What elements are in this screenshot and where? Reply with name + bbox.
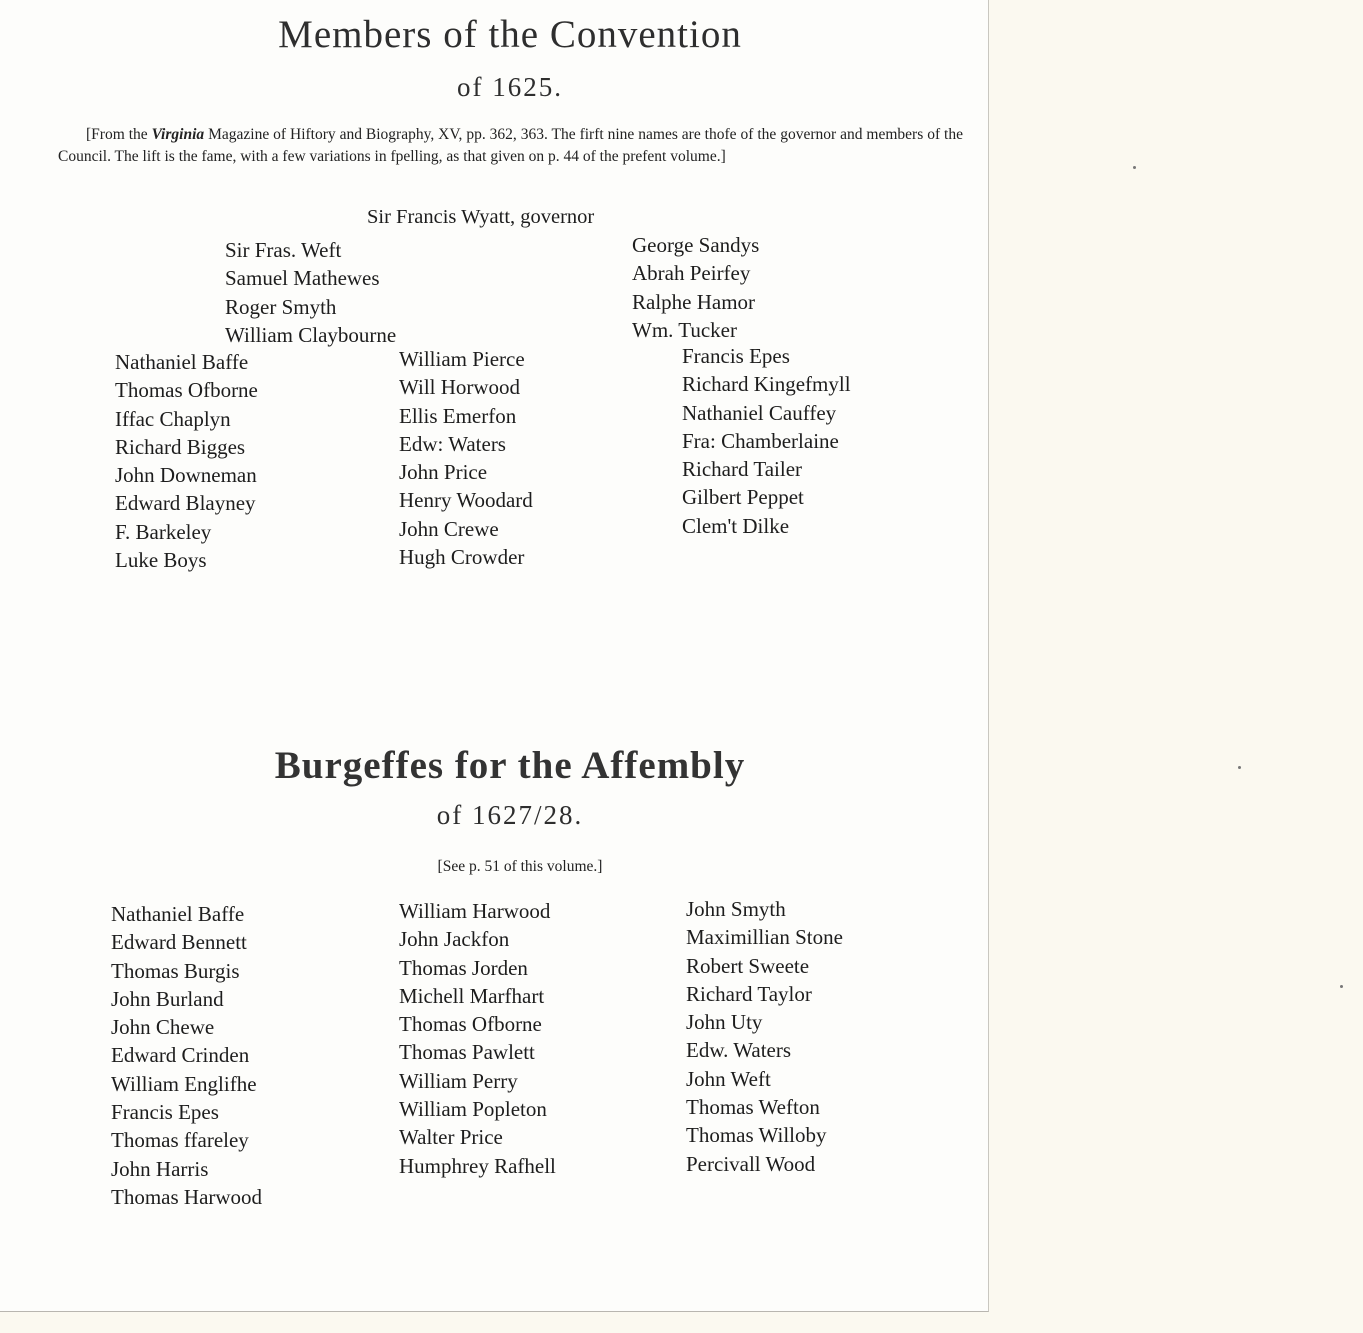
- list-item: William Perry: [399, 1068, 518, 1093]
- convention-members-col1: [115, 348, 258, 574]
- council-left-list: [225, 236, 396, 349]
- list-item: John Burland: [111, 986, 224, 1011]
- list-item: Edward Blayney: [115, 491, 256, 516]
- list-item: Thomas Willoby: [686, 1123, 827, 1148]
- list-item: Richard Tailer: [682, 457, 803, 482]
- list-item: Thomas Harwood: [111, 1184, 263, 1209]
- list-item: Francis Epes: [682, 344, 790, 368]
- convention-members-col3: [682, 342, 851, 540]
- convention-members-col2: [399, 345, 533, 571]
- list-item: William Harwood: [399, 899, 551, 923]
- list-item: Henry Woodard: [399, 488, 533, 513]
- list-item: Maximillian Stone: [686, 925, 843, 950]
- list-item: William Pierce: [399, 347, 525, 371]
- assembly-col2: [399, 897, 556, 1180]
- list-item: George Sandys: [632, 233, 760, 257]
- council-right-list: [632, 231, 759, 344]
- list-item: John Crewe: [399, 516, 499, 541]
- list-item: Thomas Ofborne: [115, 378, 258, 403]
- list-item: Edw. Waters: [686, 1038, 792, 1063]
- list-item: Michell Marfhart: [399, 983, 545, 1008]
- list-item: Percivall Wood: [686, 1151, 816, 1176]
- list-item: John Uty: [686, 1010, 763, 1035]
- list-item: F. Barkeley: [115, 519, 212, 544]
- list-item: Richard Taylor: [686, 981, 812, 1006]
- convention-source-note: [58, 124, 963, 168]
- list-item: John Chewe: [111, 1015, 215, 1040]
- list-item: Humphrey Rafhell: [399, 1153, 556, 1178]
- list-item: Thomas Pawlett: [399, 1040, 535, 1065]
- convention-year: of 1625.: [457, 72, 563, 102]
- list-item: Thomas ffareley: [111, 1128, 249, 1153]
- list-item: William Claybourne: [225, 322, 397, 347]
- list-item: Roger Smyth: [225, 294, 337, 319]
- list-item: William Englifhe: [111, 1071, 257, 1096]
- list-item: Will Horwood: [399, 375, 521, 400]
- list-item: William Popleton: [399, 1097, 547, 1122]
- list-item: Thomas Burgis: [111, 958, 240, 983]
- note-text-before: [From the: [86, 126, 152, 143]
- note-italic-virginia: Virginia: [151, 126, 205, 143]
- list-item: John Jackfon: [399, 927, 510, 952]
- list-item: Fra: Chamberlaine: [682, 428, 839, 453]
- governor-name: Sir Francis Wyatt, governor: [367, 206, 595, 228]
- list-item: Edward Bennett: [111, 930, 247, 955]
- assembly-note: [See p. 51 of this volume.]: [437, 858, 603, 875]
- list-item: Hugh Crowder: [399, 545, 525, 570]
- list-item: Samuel Mathewes: [225, 266, 380, 291]
- list-item: Edw: Waters: [399, 431, 506, 456]
- list-item: Edward Crinden: [111, 1043, 250, 1068]
- assembly-year: of 1627/28.: [436, 800, 584, 830]
- list-item: Luke Boys: [115, 548, 207, 573]
- list-item: Nathaniel Baffe: [111, 902, 245, 926]
- convention-title: Members of the Convention: [278, 13, 742, 56]
- list-item: Abrah Peirfey: [632, 261, 751, 286]
- list-item: Richard Kingefmyll: [682, 372, 851, 397]
- list-item: Walter Price: [399, 1125, 503, 1150]
- list-item: Sir Fras. Weft: [225, 238, 342, 262]
- scan-speck: [1133, 166, 1136, 169]
- note-text-after: Magazine of Hiftory and Biography, XV, pp. 362, 363. The firft nine names are thofe of the governor and members of the Council. The lift is the fame, with a few variations in fpelling, as that given on p. 44 of the prefent volume.]: [58, 126, 963, 165]
- scan-speck: [1340, 985, 1343, 988]
- list-item: Thomas Wefton: [686, 1095, 820, 1120]
- assembly-title: Burgeffes for the Affembly: [274, 744, 746, 787]
- list-item: Clem't Dilke: [682, 513, 790, 538]
- list-item: Thomas Jorden: [399, 955, 528, 980]
- list-item: Nathaniel Cauffey: [682, 400, 837, 425]
- list-item: Wm. Tucker: [632, 317, 737, 342]
- list-item: Iffac Chaplyn: [115, 406, 231, 431]
- list-item: Nathaniel Baffe: [115, 350, 249, 374]
- assembly-col1: [111, 900, 262, 1211]
- list-item: Richard Bigges: [115, 434, 246, 459]
- list-item: Gilbert Peppet: [682, 485, 804, 510]
- list-item: John Price: [399, 460, 488, 485]
- list-item: John Downeman: [115, 463, 257, 488]
- list-item: Ellis Emerfon: [399, 403, 517, 428]
- list-item: Francis Epes: [111, 1100, 219, 1125]
- list-item: John Smyth: [686, 897, 786, 921]
- list-item: John Weft: [686, 1066, 771, 1091]
- list-item: Thomas Ofborne: [399, 1012, 542, 1037]
- list-item: Robert Sweete: [686, 953, 810, 978]
- assembly-col3: [686, 895, 843, 1178]
- scan-speck: [1238, 766, 1241, 769]
- list-item: Ralphe Hamor: [632, 289, 756, 314]
- list-item: John Harris: [111, 1156, 209, 1181]
